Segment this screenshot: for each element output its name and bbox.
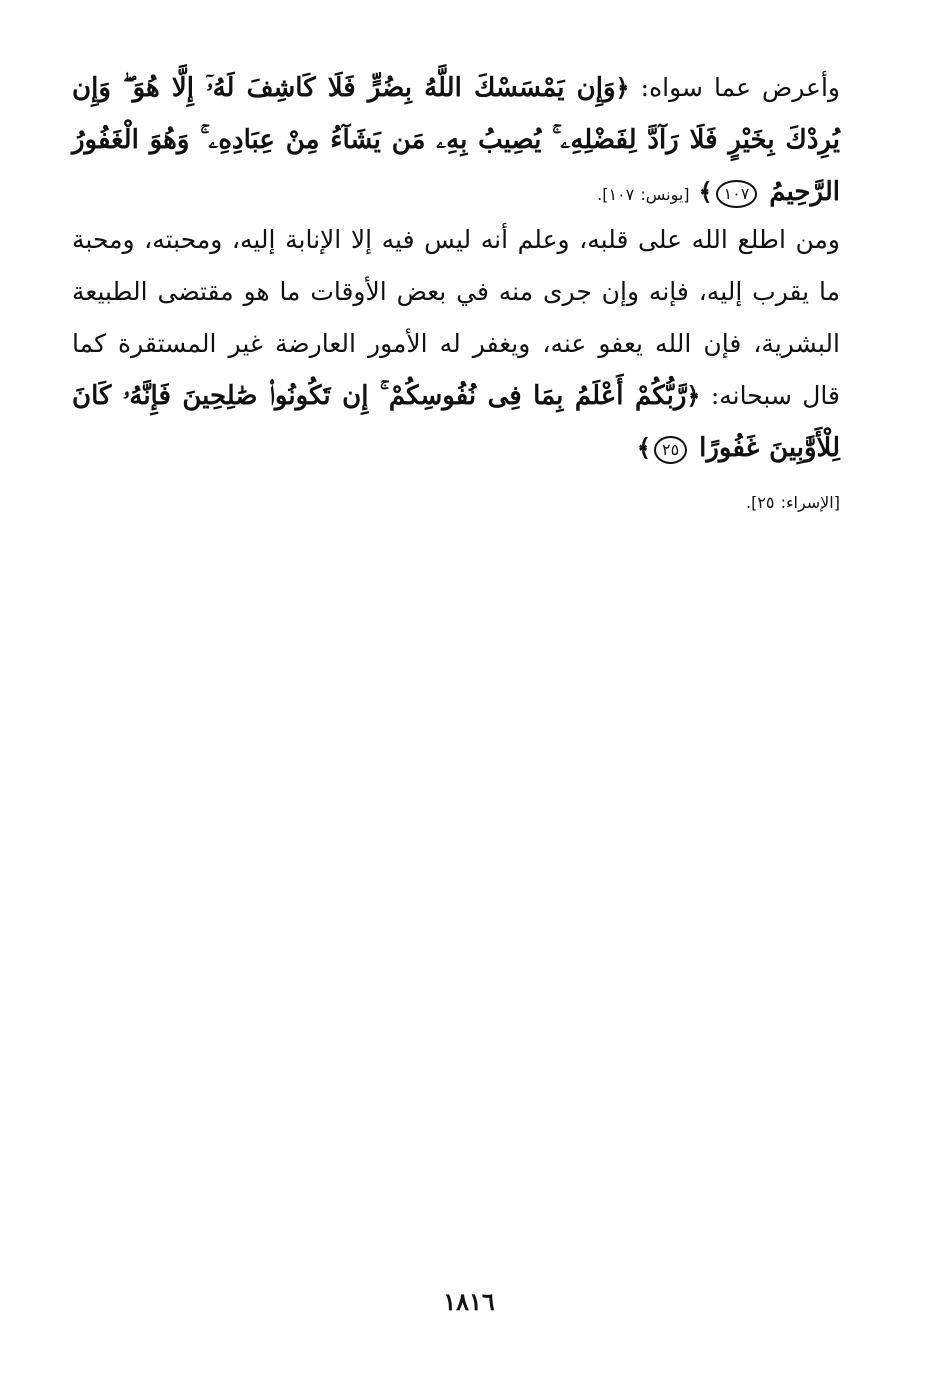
quran-verse-yunus: وَإِن يَمْسَسْكَ اللَّهُ بِضُرٍّ فَلَا كَاشِفَ لَهُۥٓ إِلَّا هُوَ ۖ وَإِن يُرِدْكَ بِخَيْرٍ فَلَا رَآدَّ لِفَضْلِهِۦ ۚ يُصِيبُ بِهِۦ مَن يَشَآءُ مِنْ عِبَادِهِۦ ۚ وَهُوَ الْغَفُورُ الرَّحِيمُ: [72, 73, 840, 207]
paragraph-1: [72, 62, 840, 221]
quran-open-bracket: ﴿: [615, 73, 630, 102]
page-number: ١٨١٦: [443, 1287, 495, 1316]
quran-close-bracket: ﴾: [636, 433, 651, 462]
quran-open-bracket: ﴿: [686, 381, 701, 410]
paragraph-2: [72, 214, 840, 529]
verse-reference: [الإسراء: ٢٥].: [745, 493, 840, 512]
body-text: ومن اطلع الله على قلبه، وعلم أنه ليس فيه إلا الإنابة إليه، ومحبته، ومحبة ما يقرب إليه، فإنه وإن جرى منه في بعض الأوقات ما هو مقتضى الطبيعة البشرية، فإن الله يعفو عنه، ويغفر له الأمور العارضة غير المستقرة كما قال سبحانه:: [72, 225, 840, 410]
quran-verse-isra: رَّبُّكُمْ أَعْلَمُ بِمَا فِى نُفُوسِكُمْ ۚ إِن تَكُونُوا۟ صَٰلِحِينَ فَإِنَّهُۥ كَانَ لِلْأَوَّٰبِينَ غَفُورًا: [72, 381, 840, 463]
verse-reference: [يونس: ١٠٧].: [597, 185, 690, 204]
ayah-number-marker: ٢٥: [654, 436, 687, 464]
quran-close-bracket: ﴾: [698, 177, 713, 206]
intro-text: وأعرض عما سواه:: [640, 73, 840, 102]
ayah-number-marker: ١٠٧: [716, 180, 758, 208]
